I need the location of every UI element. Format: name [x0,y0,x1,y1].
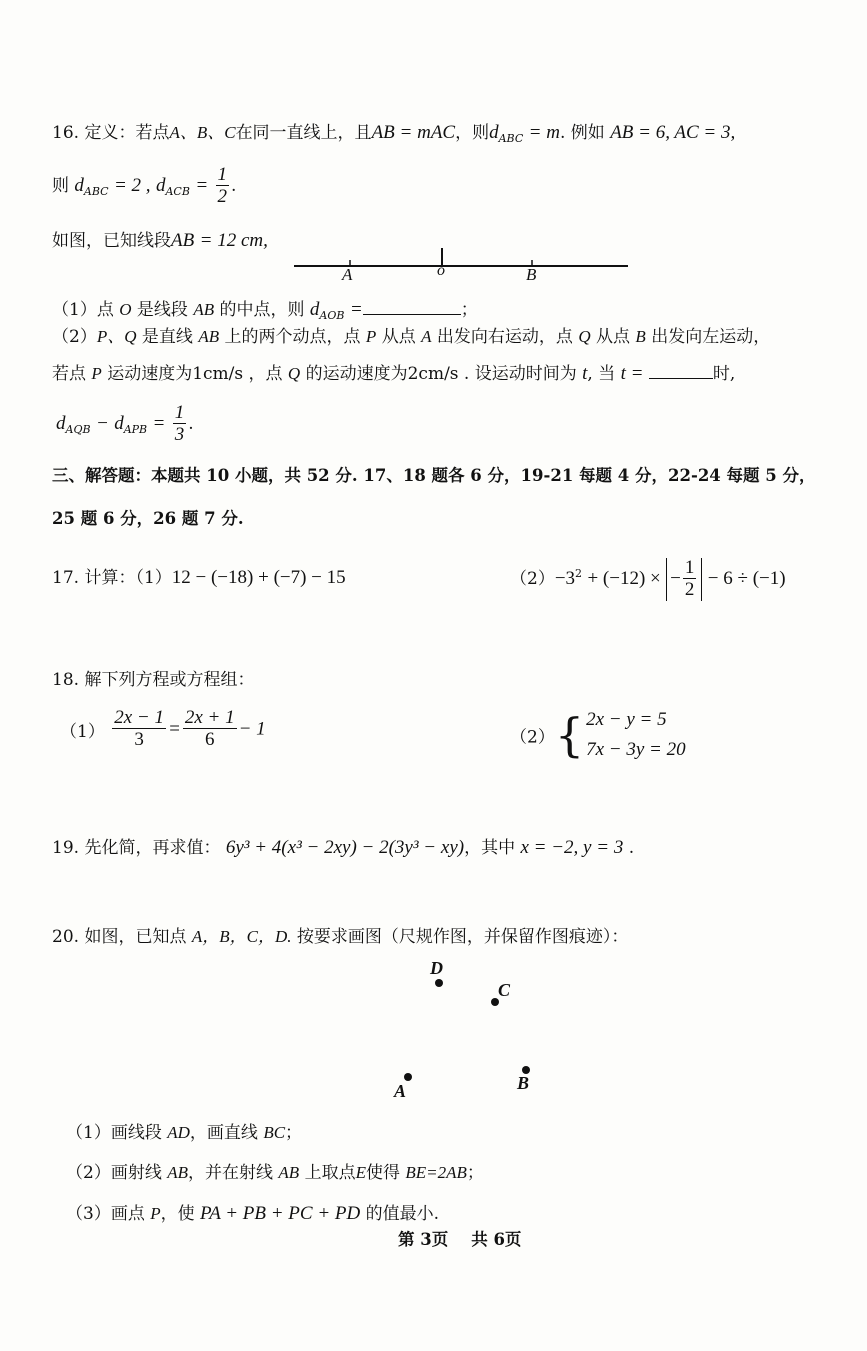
numerator: 1 [684,557,695,578]
q19-values: x = −2, y = 3 [520,837,624,858]
q16-formula: − [95,413,109,434]
q20-expression: PA + PB + PC + PD [200,1203,361,1224]
q16-text: 在同一直线上，且 [235,123,372,143]
q16-example-line [52,165,236,208]
q16-var: P [91,364,102,383]
q16-text: 运动速度为1cm/s ，点 [107,364,283,384]
q16-sub: ABC [498,132,524,145]
q20-text: （3）画点 [66,1204,145,1224]
q20-text: ，并在射线 [188,1163,274,1183]
q19-text: 19. 先化简，再求值： [52,838,221,858]
q16-var: AB [193,300,215,319]
q16-var: Q [287,364,301,383]
q20-text: 按要求画图（尺规作图，并保留作图痕迹）： [296,927,629,947]
q16-formula: AB = 6, AC = 3, [610,122,736,143]
q16-text: 从点 [381,327,416,347]
q20-var: BE=2AB [405,1163,467,1182]
q18-part2 [510,705,686,765]
q20-step1 [66,1118,302,1143]
q17-expression-2: − 6 ÷ (−1) [707,568,786,589]
q20-var: AB [278,1163,300,1182]
q18-part1 [60,708,266,751]
q20-var: BC [263,1123,286,1142]
q20-text: （1）画线段 [66,1123,162,1143]
numerator: 1 [174,402,185,423]
q16-formula: AB [171,230,195,251]
q16-var: O [119,300,132,319]
section-3-header: 三、解答题：本题共 10 小题，共 52 分. 17、18 题各 6 分，19-21 每题 4 分，22-24 每题 5 分， [52,466,816,485]
answer-blank-1[interactable] [363,314,461,315]
point-d [435,979,443,987]
q17-expression-2: + (−12) × [587,568,661,589]
label-b: B [517,1073,530,1093]
q16-text: 时, [712,364,736,384]
numerator: 1 [217,164,228,185]
q16-formula: t = [620,363,644,384]
q16-text: （2） [52,327,97,347]
q17-label: （2） [510,569,555,589]
q16-formula: = 2 , [113,175,151,196]
q16-d: d [56,413,66,434]
q16-formula: = [195,175,209,196]
q16-d: d [489,122,499,143]
label-c: C [498,980,511,1000]
q16-text: 的中点，则 [219,300,305,320]
q16-d: d [74,175,84,196]
q20-text: ，使 [160,1204,195,1224]
q16-var: Q [578,327,591,346]
fraction-half [683,558,697,601]
q20-step3 [66,1199,439,1225]
figure-label-a: A [342,265,353,284]
absolute-value [666,558,702,601]
q16-sub: ABC [83,185,109,198]
q18-label: （2） [510,727,555,748]
q16-text: 是线段 [136,300,188,320]
q18-tail: − 1 [238,718,266,740]
q20-text: （2）画射线 [66,1163,162,1183]
fraction-third [173,403,187,446]
q16-text: 如图，已知线段 [52,231,171,251]
q16-var: A [421,327,432,346]
q20-text: ，画直线 [189,1123,258,1143]
q20-var: P [150,1204,161,1223]
page-footer: 第 3页 共 6页 [398,1230,522,1249]
point-a [404,1073,412,1081]
q16-part2-line2 [52,359,735,385]
fraction-left [112,708,166,751]
q16-text: 从点 [596,327,630,347]
q20-text: 使得 [366,1163,400,1183]
q20-var: AD [167,1123,190,1142]
q16-var: AB [198,327,220,346]
q19-text: ，其中 [464,838,516,858]
q17-expression-2: −3 [554,568,576,589]
sign: − [670,568,681,589]
q16-text: 16. 定义：若点 [52,123,170,143]
q17-label: 17. 计算：（1） [52,568,172,588]
q16-text: 则 [52,176,69,196]
q20-step2 [66,1158,484,1183]
q16-var: B [635,327,646,346]
exponent: 2 [575,567,583,580]
q16-sub: AQB [65,423,91,436]
label-a: A [394,1081,407,1101]
q16-definition-line [52,118,735,145]
q16-figure-intro [52,226,268,252]
q19 [52,833,634,859]
q16-var: t [582,363,588,384]
q16-part2-equation [56,403,194,446]
q16-text: 出发向右运动，点 [436,327,573,347]
q20-text: 上取点 [304,1163,356,1183]
q16-text: . [231,176,237,196]
q16-text: 上的两个动点，点 [224,327,361,347]
q16-var: P [365,327,377,346]
q19-expression: 6y³ + 4(x³ − 2xy) − 2(3y³ − xy) [225,837,465,858]
q16-points: A、B、C [169,123,236,142]
q16-formula: = m [528,122,560,143]
brace-icon: { [554,708,585,762]
q16-formula: AB = mAC [371,122,456,143]
numerator: 2x − 1 [114,707,164,728]
q16-text: ； [460,300,478,320]
q16-formula: = [349,299,363,320]
q18-label: （1） [60,722,105,742]
q20-var: E [355,1163,366,1182]
label-d: D [430,958,443,978]
denominator: 2 [684,579,695,600]
q16-text: . [188,414,194,434]
q16-d: d [114,413,124,434]
q16-part2-line1 [52,322,770,347]
q16-text: 出发向左运动， [651,327,771,347]
fraction-half [216,165,230,208]
q20-var: AB [167,1163,189,1182]
numerator: 2x + 1 [184,707,235,728]
q19-text: . [628,838,635,858]
answer-blank-2[interactable] [649,378,713,379]
q16-formula: = [152,413,166,434]
q16-sub: ACB [165,185,190,198]
q16-sub: AOB [319,309,345,322]
q16-text: 若点 [52,364,86,384]
q16-text: ，则 [455,123,490,143]
denominator: 3 [134,729,144,750]
section-3-header-line2: 25 题 6 分，26 题 7 分. [52,509,244,528]
q17-part2 [510,558,786,601]
q16-text: （1）点 [52,300,114,320]
denominator: 3 [174,424,185,445]
q16-part1 [52,295,478,322]
q16-text: 的运动速度为2cm/s . 设运动时间为 [305,364,577,384]
q16-text: , 当 [587,364,616,384]
q16-d: d [309,299,320,320]
figure-label-b: B [526,265,537,284]
q16-sub: APB [123,423,148,436]
q17-expression-1: 12 − (−18) + (−7) − 15 [171,567,346,588]
figure-label-o: o [437,262,445,279]
q16-formula: = 12 cm, [199,230,268,251]
denominator: 2 [217,186,228,207]
q18-title: 18. 解下列方程或方程组： [52,670,255,690]
q16-text: . 例如 [559,123,605,143]
denominator: 6 [204,729,215,750]
equals: = [168,718,181,740]
q16-d: d [155,175,166,196]
equation-1: 2x − y = 5 [586,709,667,730]
q20-text: 20. 如图，已知点 [52,927,187,947]
equation-2: 7x − 3y = 20 [586,739,686,760]
q16-var: P、Q [96,327,137,346]
equation-system [586,705,686,765]
q20-text: ； [466,1163,484,1183]
q20-intro [52,922,628,947]
q17-part1 [52,563,346,589]
q20-text: ； [285,1123,303,1143]
points-figure [380,955,560,1105]
q20-text: 的值最小. [365,1204,440,1224]
fraction-right [183,708,237,751]
q16-text: 是直线 [141,327,193,347]
q20-points: A，B，C，D. [191,927,292,946]
